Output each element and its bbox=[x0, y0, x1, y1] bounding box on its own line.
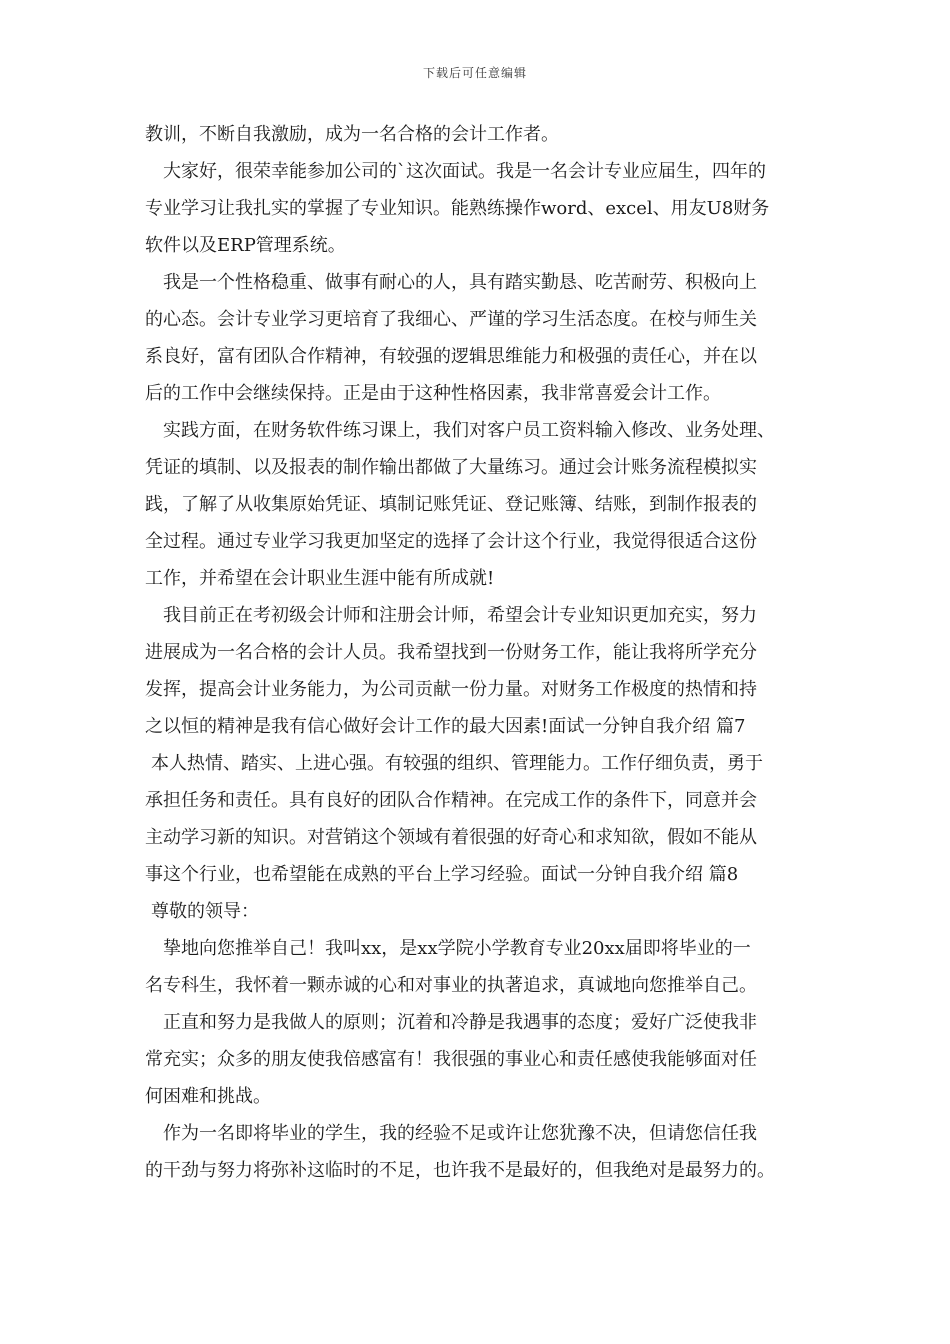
text-line: 尊敬的领导： bbox=[151, 901, 259, 922]
text-line: 进展成为一名合格的会计人员。我希望找到一份财务工作，能让我将所学充分 bbox=[145, 642, 757, 663]
text-line: 名专科生，我怀着一颗赤诚的心和对事业的执著追求，真诚地向您推举自己。 bbox=[145, 975, 757, 996]
text-line: 凭证的填制、以及报表的制作输出都做了大量练习。通过会计账务流程模拟实 bbox=[145, 457, 757, 478]
text-line: 主动学习新的知识。对营销这个领域有着很强的好奇心和求知欲，假如不能从 bbox=[145, 827, 757, 848]
text-line: 的干劲与努力将弥补这临时的不足，也许我不是最好的，但我绝对是最努力的。 bbox=[145, 1160, 775, 1181]
text-line: 大家好，很荣幸能参加公司的`这次面试。我是一名会计专业应届生，四年的 bbox=[163, 161, 766, 182]
text-line: 正直和努力是我做人的原则；沉着和冷静是我遇事的态度；爱好广泛使我非 bbox=[163, 1012, 757, 1033]
text-line: 全过程。通过专业学习我更加坚定的选择了会计这个行业，我觉得很适合这份 bbox=[145, 531, 757, 552]
text-line: 承担任务和责任。具有良好的团队合作精神。在完成工作的条件下，同意并会 bbox=[145, 790, 757, 811]
text-line: 我目前正在考初级会计师和注册会计师，希望会计专业知识更加充实，努力 bbox=[163, 605, 757, 626]
text-line: 本人热情、踏实、上进心强。有较强的组织、管理能力。工作仔细负责，勇于 bbox=[151, 753, 763, 774]
text-line: 何困难和挑战。 bbox=[145, 1086, 271, 1107]
text-line: 我是一个性格稳重、做事有耐心的人，具有踏实勤恳、吃苦耐劳、积极向上 bbox=[163, 272, 757, 293]
text-line: 发挥，提高会计业务能力，为公司贡献一份力量。对财务工作极度的热情和持 bbox=[145, 679, 757, 700]
text-line: 常充实；众多的朋友使我倍感富有！我很强的事业心和责任感使我能够面对任 bbox=[145, 1049, 757, 1070]
text-line: 践，了解了从收集原始凭证、填制记账凭证、登记账簿、结账，到制作报表的 bbox=[145, 494, 757, 515]
text-line: 软件以及ERP管理系统。 bbox=[145, 235, 346, 256]
text-line: 事这个行业，也希望能在成熟的平台上学习经验。面试一分钟自我介绍 篇8 bbox=[145, 864, 739, 885]
text-line: 教训，不断自我激励，成为一名合格的会计工作者。 bbox=[145, 124, 559, 145]
text-line: 专业学习让我扎实的掌握了专业知识。能熟练操作word、excel、用友U8财务 bbox=[145, 198, 770, 219]
text-line: 工作，并希望在会计职业生涯中能有所成就! bbox=[145, 568, 495, 589]
text-line: 后的工作中会继续保持。正是由于这种性格因素，我非常喜爱会计工作。 bbox=[145, 383, 721, 404]
text-line: 系良好，富有团队合作精神，有较强的逻辑思维能力和极强的责任心，并在以 bbox=[145, 346, 757, 367]
text-line: 之以恒的精神是我有信心做好会计工作的最大因素!面试一分钟自我介绍 篇7 bbox=[145, 716, 746, 737]
text-line: 实践方面，在财务软件练习课上，我们对客户员工资料输入修改、业务处理、 bbox=[163, 420, 775, 441]
document-body bbox=[145, 116, 825, 1189]
text-line: 挚地向您推举自己！我叫xx，是xx学院小学教育专业20xx届即将毕业的一 bbox=[163, 938, 751, 959]
text-line: 的心态。会计专业学习更培育了我细心、严谨的学习生活态度。在校与师生关 bbox=[145, 309, 757, 330]
page-header: 下载后可任意编辑 bbox=[422, 66, 527, 80]
text-line: 作为一名即将毕业的学生，我的经验不足或许让您犹豫不决，但请您信任我 bbox=[163, 1123, 757, 1144]
